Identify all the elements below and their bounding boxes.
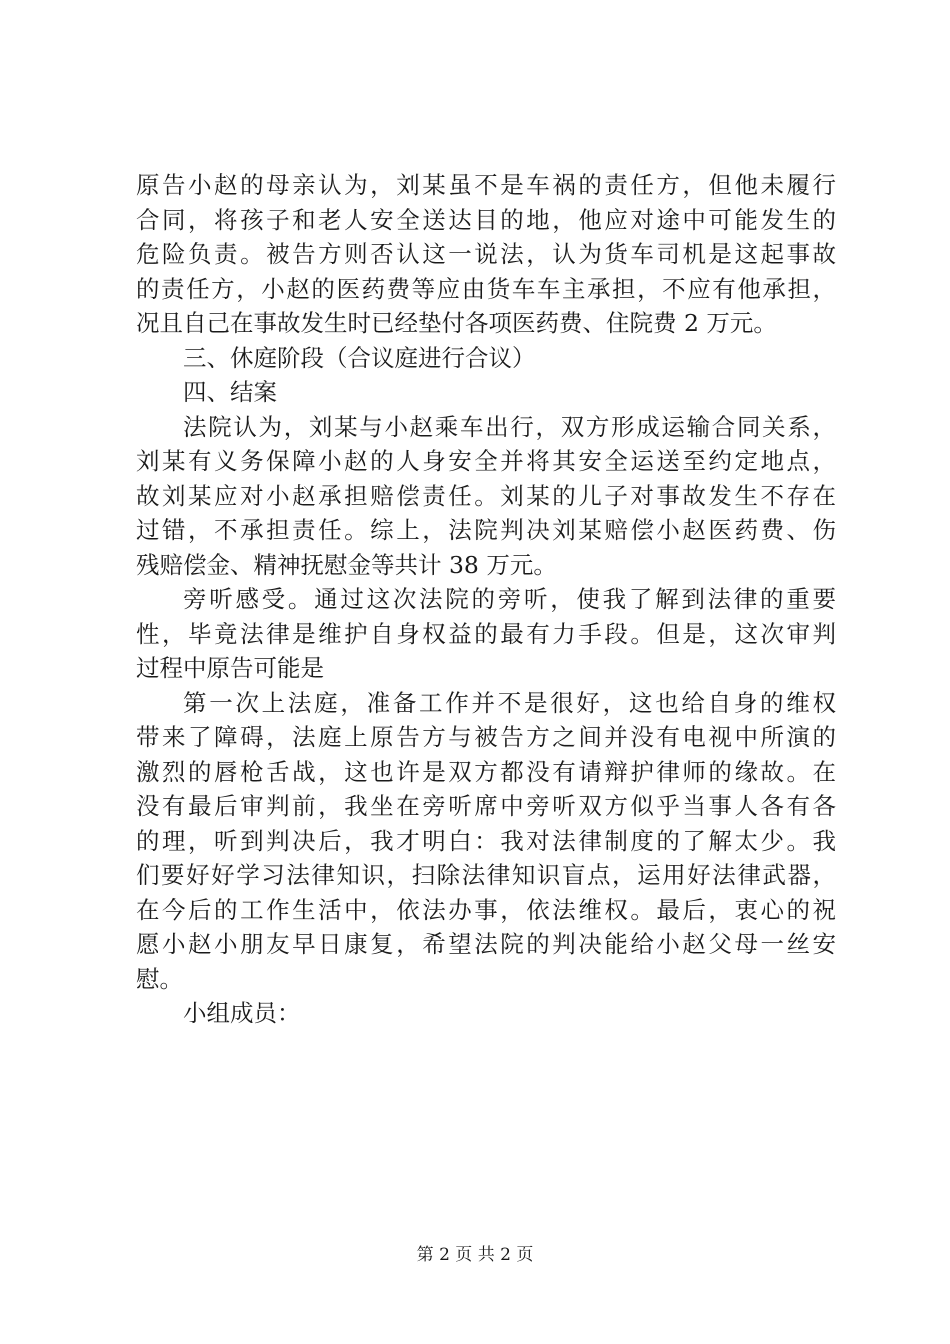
text-line-23: 愿小赵小朋友早日康复，希望法院的判决能给小赵父母一丝安	[136, 930, 836, 958]
text-line-16: 第一次上法庭，准备工作并不是很好，这也给自身的维权	[183, 688, 836, 717]
group-members-label: 小组成员：	[183, 999, 301, 1027]
text-line-22: 在今后的工作生活中，依法办事，依法维权。最后，衷心的祝	[136, 895, 836, 924]
text-line-18: 激烈的唇枪舌战，这也许是双方都没有请辩护律师的缘故。在	[136, 757, 836, 786]
text-line-8: 法院认为，刘某与小赵乘车出行，双方形成运输合同关系，	[183, 412, 836, 441]
text-line-17: 带来了障碍，法庭上原告方与被告方之间并没有电视中所演的	[136, 723, 836, 751]
section-heading-recess: 三、休庭阶段（合议庭进行合议）	[183, 343, 536, 372]
text-line-3: 危险负责。被告方则否认这一说法，认为货车司机是这起事故	[136, 240, 836, 268]
text-line-9: 刘某有义务保障小赵的人身安全并将其安全运送至约定地点，	[136, 447, 836, 475]
page-footer: 第 2 页 共 2 页	[416, 1245, 534, 1265]
text-line-2: 合同，将孩子和老人安全送达目的地，他应对途中可能发生的	[136, 205, 836, 234]
text-line-11: 过错，不承担责任。综上，法院判决刘某赔偿小赵医药费、伤	[136, 516, 836, 544]
text-line-5: 况且自己在事故发生时已经垫付各项医药费、住院费 2 万元。	[136, 309, 777, 337]
text-line-1: 原告小赵的母亲认为，刘某虽不是车祸的责任方，但他未履行	[136, 171, 836, 199]
text-line-21: 们要好好学习法律知识，扫除法律知识盲点，运用好法律武器，	[136, 861, 836, 889]
text-line-15: 过程中原告可能是	[136, 654, 324, 682]
text-line-14: 性，毕竟法律是维护自身权益的最有力手段。但是，这次审判	[136, 619, 836, 648]
text-line-13: 旁听感受。通过这次法院的旁听，使我了解到法律的重要	[183, 585, 836, 613]
section-heading-conclusion: 四、结案	[183, 378, 277, 406]
document-body	[136, 168, 836, 1031]
text-line-10: 故刘某应对小赵承担赔偿责任。刘某的儿子对事故发生不存在	[136, 481, 836, 510]
text-line-20: 的理，听到判决后，我才明白：我对法律制度的了解太少。我	[136, 826, 836, 855]
text-line-24: 慰。	[136, 964, 183, 993]
text-line-19: 没有最后审判前，我坐在旁听席中旁听双方似乎当事人各有各	[136, 792, 836, 820]
text-line-12: 残赔偿金、精神抚慰金等共计 38 万元。	[136, 550, 557, 579]
text-line-4: 的责任方，小赵的医药费等应由货车车主承担，不应有他承担，	[136, 274, 836, 303]
